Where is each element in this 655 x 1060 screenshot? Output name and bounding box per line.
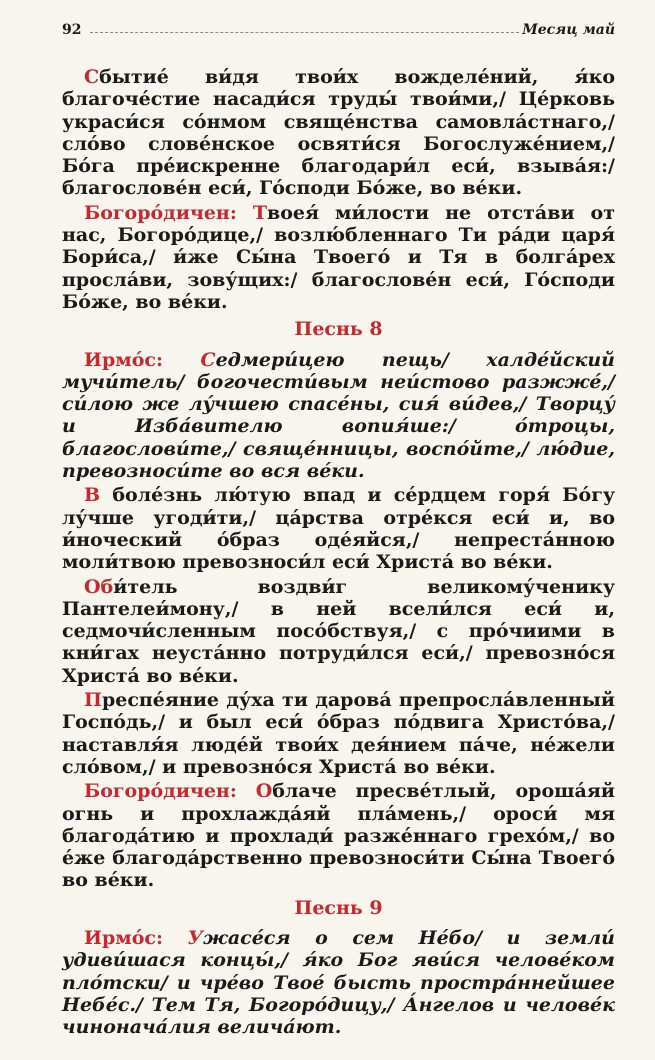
irmos-text: едмери́цею пещь/ халде́йский мучи́тель/ богочести́вым неи́стово разжже́,/ си́лою же лу́чшею спасе́ны, сия́ ви́дев,/ Творцу́ и Изба́вителю вопия́ше:/ о́троцы, благослови́те,/ свяще́нницы, воспо́йте,/ лю́дие, превозноси́те во вся ве́ки. xyxy=(62,348,615,483)
drop-initial: С xyxy=(200,348,216,371)
irmos-9 xyxy=(62,927,615,1038)
song-9-title: Песнь 9 xyxy=(294,896,383,919)
page-number: 92 xyxy=(62,22,82,38)
troparion-text: боле́знь лю́тую впад и се́рдцем горя́ Бо́гу лу́чше угоди́ти,/ ца́рства отре́кся еси́ и, во и́ноческий о́браз оде́яйся,/ непреста́нною моли́твою превозноси́л еси́ Христа́ во ве́ки. xyxy=(62,484,615,574)
troparion-3 xyxy=(62,689,615,778)
troparion-1 xyxy=(62,484,615,573)
page-header xyxy=(62,22,615,44)
drop-initial: С xyxy=(84,66,100,88)
drop-initial: В xyxy=(84,484,101,507)
theotokion-label: Богоро́дичен: О xyxy=(84,780,273,803)
troparion-2 xyxy=(62,576,615,687)
header-rule xyxy=(90,32,519,33)
page-text xyxy=(62,66,615,1040)
irmos-text: жасе́ся о сем Не́бо/ и земли́ удиви́шася концы́,/ я́ко Бог яви́ся челове́ком пло́тски/ и чре́во Твое́ бысть простра́ннейшее Небе́с./ Тем Тя, Богоро́дицу,/ А́нгелов и челове́к чинонача́лия велича́ют. xyxy=(62,926,615,1039)
theotokion-8 xyxy=(62,780,615,891)
paragraph-text: бытие́ ви́дя твои́х вожделе́ний, я́ко благоче́стие насади́ся труды́ твои́ми,/ Це́рковь украси́ся со́нмом свяще́нства самовла́стнаго,/ сло́во словéнское освяти́ся Богослуже́нием,/ Бо́га прéискренне благодари́л еси́, взыва́я:/ благослове́н еси́, Го́споди Бо́же, во ве́ки. xyxy=(62,66,615,200)
song-8-title: Песнь 8 xyxy=(294,318,383,341)
theotokion-text: блаче пресве́тлый, ороша́яй огнь и прохлажда́яй пла́мень,/ ороси́ мя благода́тию и прохлади́ разже́ннаго грехо́м,/ во е́же благода́рственно превозноси́ти Сы́на Твоего́ во ве́ки. xyxy=(62,780,615,892)
troparion-text: респе́яние ду́ха ти дарова́ препросла́вленный Госпо́дь,/ и был еси́ о́браз по́двига Христо́ва,/ наставля́я люде́й твои́х дея́нием па́че, не́жели сло́вом,/ и превозно́ся Христа́ во ве́ки. xyxy=(62,689,615,778)
drop-initial: Об xyxy=(84,575,114,598)
drop-initial: У xyxy=(187,926,204,949)
troparion-text: и́тель воздви́г великому́ченику Пантелеи́мону,/ в ней всели́лся еси́ и, седмочи́сленным посо́бствуя,/ с про́чиими в кни́гах неуста́нно потруди́лся еси́,/ превозно́ся Христа́ во ве́ки. xyxy=(62,575,615,687)
irmos-label: Ирмо́с: xyxy=(84,926,188,949)
drop-initial: П xyxy=(84,689,102,712)
theotokion-label: Богоро́дичен: Т xyxy=(84,201,268,224)
month-title: Месяц май xyxy=(522,22,615,38)
paragraph-text: воея́ ми́лости не отста́ви от нас, Богоро́дице,/ возлю́бленнаго Ти ра́ди царя́ Бори́са,/ и́же Сы́на Твоего́ и Тя в болга́рех просла́ви, зову́щих:/ благослове́н еси́, Го́споди Бо́же, во ве́ки. xyxy=(62,201,615,313)
theotokion-7 xyxy=(62,202,615,313)
irmos-8 xyxy=(62,349,615,483)
irmos-label: Ирмо́с: xyxy=(84,348,201,371)
paragraph-1 xyxy=(62,66,615,200)
